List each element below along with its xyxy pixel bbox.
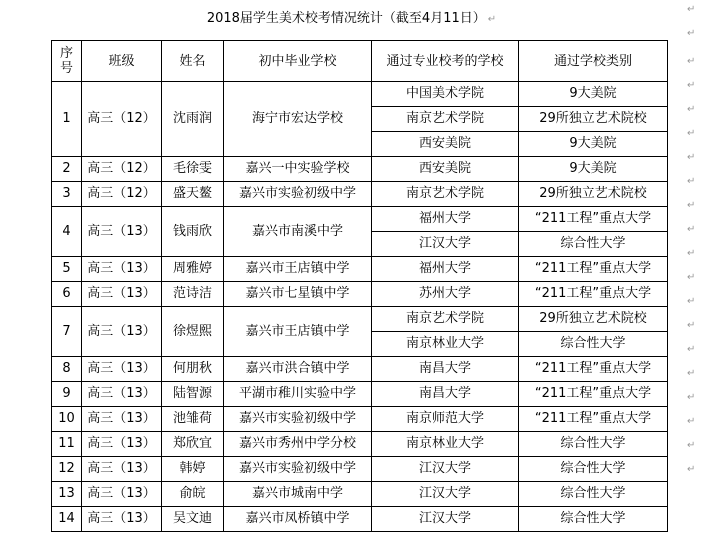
cell-class: 高三（13）: [82, 457, 162, 482]
cell-middle-school: 海宁市宏达学校: [224, 82, 372, 157]
cell-category: 综合性大学: [519, 232, 668, 257]
cell-passed-school: 江汉大学: [372, 457, 519, 482]
cell-seq: 13: [52, 482, 82, 507]
cell-category: “211工程”重点大学: [519, 207, 668, 232]
cell-middle-school: 嘉兴市七星镇中学: [224, 282, 372, 307]
cell-category: 29所独立艺术院校: [519, 182, 668, 207]
table-row: [52, 257, 668, 282]
cell-category: 29所独立艺术院校: [519, 307, 668, 332]
paragraph-mark: ↵: [487, 14, 497, 25]
cell-category: 综合性大学: [519, 507, 668, 532]
header-seq: 序号: [52, 41, 82, 82]
paragraph-mark: ↵: [687, 248, 696, 259]
cell-name: 陆智源: [162, 382, 224, 407]
cell-passed-school: 西安美院: [372, 157, 519, 182]
header-middle-school: 初中毕业学校: [224, 41, 372, 82]
cell-class: 高三（13）: [82, 207, 162, 257]
document-title: [0, 8, 703, 31]
table-row: [52, 207, 668, 232]
cell-category: “211工程”重点大学: [519, 357, 668, 382]
cell-seq: 14: [52, 507, 82, 532]
cell-passed-school: 福州大学: [372, 207, 519, 232]
header-class: 班级: [82, 41, 162, 82]
table-row: [52, 282, 668, 307]
cell-passed-school: 江汉大学: [372, 232, 519, 257]
table-body: [52, 82, 668, 532]
cell-class: 高三（12）: [82, 157, 162, 182]
cell-class: 高三（13）: [82, 482, 162, 507]
cell-middle-school: 嘉兴一中实验学校: [224, 157, 372, 182]
cell-name: 吴文迪: [162, 507, 224, 532]
cell-category: “211工程”重点大学: [519, 407, 668, 432]
cell-passed-school: 南京艺术学院: [372, 307, 519, 332]
paragraph-mark: ↵: [687, 104, 696, 115]
cell-class: 高三（13）: [82, 432, 162, 457]
cell-passed-school: 南昌大学: [372, 382, 519, 407]
cell-name: 盛天鳌: [162, 182, 224, 207]
cell-class: 高三（12）: [82, 182, 162, 207]
paragraph-mark: ↵: [687, 176, 696, 187]
cell-category: “211工程”重点大学: [519, 282, 668, 307]
cell-middle-school: 嘉兴市洪合镇中学: [224, 357, 372, 382]
cell-name: 池雏荷: [162, 407, 224, 432]
cell-passed-school: 南京师范大学: [372, 407, 519, 432]
cell-category: 综合性大学: [519, 482, 668, 507]
cell-class: 高三（13）: [82, 507, 162, 532]
paragraph-mark: ↵: [687, 416, 696, 427]
cell-seq: 7: [52, 307, 82, 357]
cell-middle-school: 嘉兴市南溪中学: [224, 207, 372, 257]
cell-class: 高三（13）: [82, 307, 162, 357]
paragraph-mark: ↵: [687, 4, 696, 15]
cell-name: 毛徐雯: [162, 157, 224, 182]
cell-category: 9大美院: [519, 157, 668, 182]
title-text: 2018届学生美术校考情况统计（截至4月11日）: [206, 11, 486, 26]
cell-name: 俞皖: [162, 482, 224, 507]
cell-category: 综合性大学: [519, 457, 668, 482]
paragraph-mark: ↵: [687, 56, 696, 67]
cell-seq: 2: [52, 157, 82, 182]
cell-passed-school: 西安美院: [372, 132, 519, 157]
table-row: [52, 157, 668, 182]
cell-name: 郑欣宜: [162, 432, 224, 457]
cell-category: 9大美院: [519, 82, 668, 107]
cell-category: 综合性大学: [519, 432, 668, 457]
cell-passed-school: 南京林业大学: [372, 432, 519, 457]
paragraph-mark: ↵: [687, 128, 696, 139]
table-row: [52, 307, 668, 332]
paragraph-mark: ↵: [687, 80, 696, 91]
paragraph-mark: ↵: [687, 320, 696, 331]
paragraph-mark: ↵: [687, 368, 696, 379]
cell-middle-school: 嘉兴市王店镇中学: [224, 257, 372, 282]
cell-category: 29所独立艺术院校: [519, 107, 668, 132]
cell-passed-school: 江汉大学: [372, 482, 519, 507]
cell-class: 高三（13）: [82, 257, 162, 282]
cell-seq: 9: [52, 382, 82, 407]
cell-name: 沈雨润: [162, 82, 224, 157]
table-row: [52, 382, 668, 407]
cell-passed-school: 南京艺术学院: [372, 107, 519, 132]
table-row: [52, 482, 668, 507]
cell-seq: 4: [52, 207, 82, 257]
cell-seq: 5: [52, 257, 82, 282]
cell-seq: 8: [52, 357, 82, 382]
header-passed-school: 通过专业校考的学校: [372, 41, 519, 82]
right-margin-marks: [687, 4, 701, 488]
paragraph-mark: ↵: [687, 200, 696, 211]
cell-name: 韩婷: [162, 457, 224, 482]
cell-middle-school: 嘉兴市实验初级中学: [224, 407, 372, 432]
cell-middle-school: 嘉兴市实验初级中学: [224, 457, 372, 482]
paragraph-mark: ↵: [687, 392, 696, 403]
cell-middle-school: 嘉兴市城南中学: [224, 482, 372, 507]
cell-seq: 6: [52, 282, 82, 307]
paragraph-mark: ↵: [687, 272, 696, 283]
paragraph-mark: ↵: [687, 440, 696, 451]
cell-class: 高三（13）: [82, 382, 162, 407]
exam-results-table: [51, 40, 668, 532]
paragraph-mark: ↵: [687, 296, 696, 307]
cell-passed-school: 苏州大学: [372, 282, 519, 307]
paragraph-mark: ↵: [687, 464, 696, 475]
table-row: [52, 82, 668, 107]
cell-passed-school: 中国美术学院: [372, 82, 519, 107]
cell-middle-school: 平湖市稚川实验中学: [224, 382, 372, 407]
header-row: [52, 41, 668, 82]
cell-seq: 1: [52, 82, 82, 157]
cell-middle-school: 嘉兴市秀州中学分校: [224, 432, 372, 457]
cell-category: “211工程”重点大学: [519, 257, 668, 282]
cell-passed-school: 江汉大学: [372, 507, 519, 532]
cell-name: 范诗洁: [162, 282, 224, 307]
cell-seq: 11: [52, 432, 82, 457]
paragraph-mark: ↵: [687, 344, 696, 355]
paragraph-mark: ↵: [687, 28, 696, 39]
table-row: [52, 182, 668, 207]
cell-seq: 3: [52, 182, 82, 207]
cell-middle-school: 嘉兴市实验初级中学: [224, 182, 372, 207]
cell-class: 高三（13）: [82, 282, 162, 307]
cell-category: 9大美院: [519, 132, 668, 157]
cell-seq: 10: [52, 407, 82, 432]
cell-middle-school: 嘉兴市凤桥镇中学: [224, 507, 372, 532]
table-row: [52, 357, 668, 382]
cell-class: 高三（12）: [82, 82, 162, 157]
cell-class: 高三（13）: [82, 357, 162, 382]
cell-passed-school: 福州大学: [372, 257, 519, 282]
cell-class: 高三（13）: [82, 407, 162, 432]
cell-passed-school: 南京艺术学院: [372, 182, 519, 207]
table-row: [52, 407, 668, 432]
paragraph-mark: ↵: [687, 152, 696, 163]
paragraph-mark: ↵: [687, 224, 696, 235]
table-row: [52, 432, 668, 457]
cell-name: 周雅婷: [162, 257, 224, 282]
cell-passed-school: 南昌大学: [372, 357, 519, 382]
cell-passed-school: 南京林业大学: [372, 332, 519, 357]
header-name: 姓名: [162, 41, 224, 82]
cell-name: 钱雨欣: [162, 207, 224, 257]
cell-middle-school: 嘉兴市王店镇中学: [224, 307, 372, 357]
cell-name: 何朋秋: [162, 357, 224, 382]
cell-name: 徐煜熙: [162, 307, 224, 357]
table-row: [52, 457, 668, 482]
cell-category: 综合性大学: [519, 332, 668, 357]
cell-seq: 12: [52, 457, 82, 482]
table-row: [52, 507, 668, 532]
header-category: 通过学校类别: [519, 41, 668, 82]
cell-category: “211工程”重点大学: [519, 382, 668, 407]
